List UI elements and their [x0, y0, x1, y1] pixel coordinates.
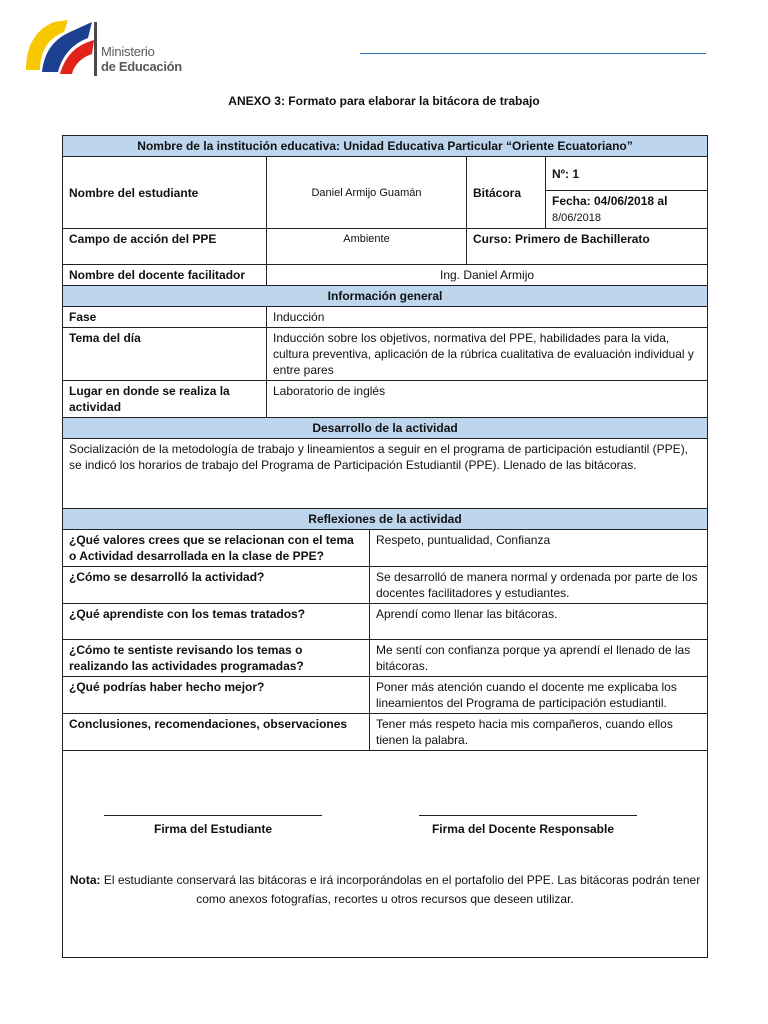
- reflection-question: ¿Cómo te sentiste revisando los temas o realizando las actividades programadas?: [63, 640, 370, 677]
- reflection-answer[interactable]: Tener más respeto hacia mis compañeros, cuando ellos tienen la palabra.: [370, 714, 708, 751]
- reflection-answer[interactable]: Me sentí con confianza porque ya aprendí el llenado de las bitácoras.: [370, 640, 708, 677]
- logo-line-1: Ministerio: [101, 44, 155, 59]
- reflection-question: ¿Qué aprendiste con los temas tratados?: [63, 604, 370, 640]
- logo-divider: [94, 22, 97, 76]
- development-header: Desarrollo de la actividad: [63, 418, 708, 439]
- reflection-row: [63, 677, 708, 714]
- logo-wordmark: [101, 44, 182, 74]
- reflection-answer[interactable]: Se desarrolló de manera normal y ordenada por parte de los docentes facilitadores y estudiantes.: [370, 567, 708, 604]
- place-label: Lugar en donde se realiza la actividad: [63, 381, 267, 418]
- topic-value[interactable]: Inducción sobre los objetivos, normativa del PPE, habilidades para la vida, cultura preventiva, aplicación de la rúbrica cualitativa de evaluación individual y entre pares: [267, 328, 708, 381]
- date-cell[interactable]: [546, 191, 708, 229]
- place-value[interactable]: Laboratorio de inglés: [267, 381, 708, 418]
- teacher-signature-label: Firma del Docente Responsable: [431, 822, 615, 836]
- date-label: Fecha: 04/06/2018 al: [552, 194, 668, 208]
- student-signature-line[interactable]: [104, 815, 322, 816]
- bitacora-number[interactable]: Nº: 1: [546, 157, 708, 191]
- development-text[interactable]: Socialización de la metodología de trabajo y lineamientos a seguir en el programa de participación estudiantil (PPE), se indicó los horarios de trabajo del Programa de Participación Estudiantil (PPE). Llenado de las bitácoras.: [63, 439, 708, 509]
- field-value[interactable]: Ambiente: [267, 229, 467, 265]
- bitacora-form: [62, 135, 708, 958]
- note-label: Nota:: [69, 873, 101, 887]
- reflection-answer[interactable]: Poner más atención cuando el docente me explicaba los lineamientos del Programa de participación estudiantil.: [370, 677, 708, 714]
- header-rule: [360, 53, 706, 54]
- course-value[interactable]: Curso: Primero de Bachillerato: [467, 229, 708, 265]
- note-paragraph: [69, 871, 701, 909]
- note-text: El estudiante conservará las bitácoras e irá incorporándolas en el portafolio del PPE. Las bitácoras podrán tener como anexos fotografías, recortes u otros recursos que deseen utilizar.: [100, 873, 701, 906]
- logo-line-2: de Educación: [101, 59, 182, 74]
- phase-label: Fase: [63, 307, 267, 328]
- teacher-name[interactable]: Ing. Daniel Armijo: [267, 265, 708, 286]
- topic-label: Tema del día: [63, 328, 267, 381]
- field-label: Campo de acción del PPE: [63, 229, 267, 265]
- reflection-row: [63, 604, 708, 640]
- reflection-row: [63, 530, 708, 567]
- reflection-question: ¿Qué valores crees que se relacionan con el tema o Actividad desarrollada en la clase de PPE?: [63, 530, 370, 567]
- date-end: 8/06/2018: [552, 212, 601, 224]
- reflection-row: [63, 714, 708, 751]
- signature-section: [63, 751, 708, 958]
- student-label: Nombre del estudiante: [63, 157, 267, 229]
- reflection-row: [63, 567, 708, 604]
- student-signature-label: Firma del Estudiante: [153, 822, 273, 836]
- document-title: ANEXO 3: Formato para elaborar la bitácora de trabajo: [228, 94, 540, 108]
- general-info-header: Información general: [63, 286, 708, 307]
- reflection-answer[interactable]: Respeto, puntualidad, Confianza: [370, 530, 708, 567]
- reflection-row: [63, 640, 708, 677]
- reflection-question: ¿Qué podrías haber hecho mejor?: [63, 677, 370, 714]
- reflections-header: Reflexiones de la actividad: [63, 509, 708, 530]
- reflection-question: ¿Cómo se desarrolló la actividad?: [63, 567, 370, 604]
- reflection-question: Conclusiones, recomendaciones, observaciones: [63, 714, 370, 751]
- phase-value[interactable]: Inducción: [267, 307, 708, 328]
- reflection-answer[interactable]: Aprendí como llenar las bitácoras.: [370, 604, 708, 640]
- teacher-signature-line[interactable]: [419, 815, 637, 816]
- teacher-label: Nombre del docente facilitador: [63, 265, 267, 286]
- institution-header: Nombre de la institución educativa: Unidad Educativa Particular “Oriente Ecuatoriano”: [63, 136, 708, 157]
- bitacora-label: Bitácora: [467, 157, 546, 229]
- student-name[interactable]: Daniel Armijo Guamán: [267, 157, 467, 229]
